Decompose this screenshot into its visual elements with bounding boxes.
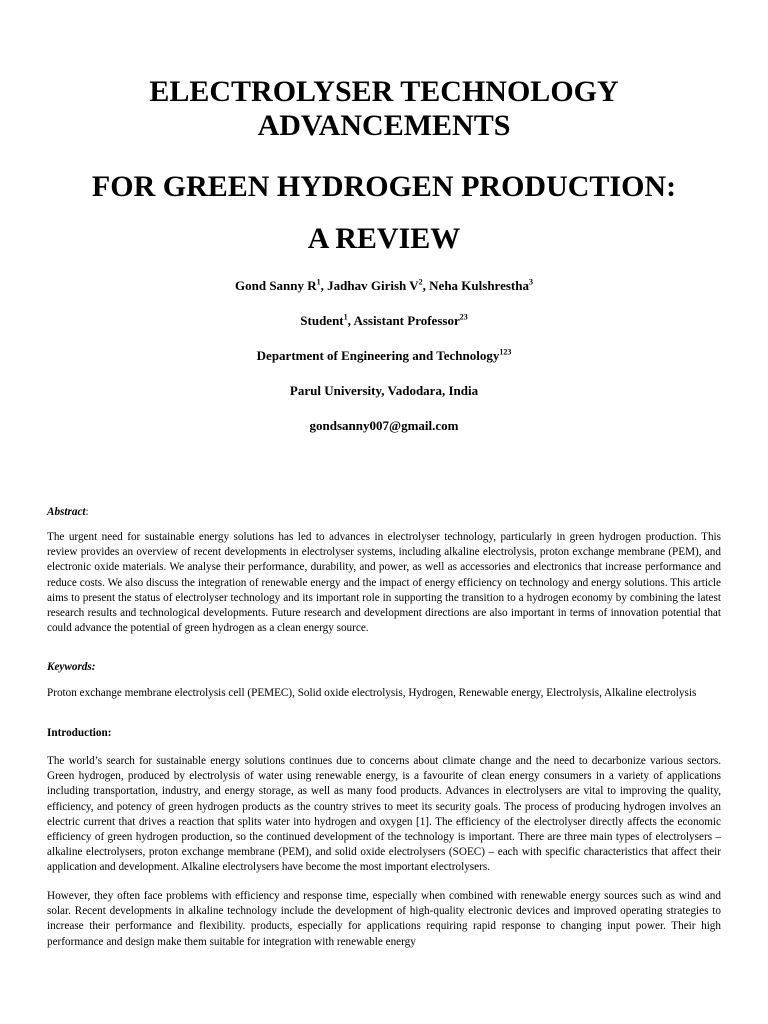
department-mark: 123: [499, 347, 512, 357]
keywords-section: [47, 686, 721, 701]
abstract-label: Abstract: [47, 506, 86, 518]
author-separator: ,: [422, 278, 430, 293]
department-name: Department of Engineering and Technology: [256, 348, 500, 363]
author-3-affiliation-mark: 3: [528, 277, 533, 287]
introduction-paragraph-1: The world’s search for sustainable energy solutions continues due to concerns about climate change and the need to decarbonize various sectors. Green hydrogen, produced by electrolysis of water using renewable energy, is a favourite of clean energy consumers in a variety of applications including transportation, industry, and energy storage, as well as many food products. Advances in electrolysers are vital to improving the quality, efficiency, and potency of green hydrogen products as the country strives to meet its security goals. The process of producing hydrogen involves an electric current that drives a reaction that splits water into hydrogen and oxygen [1]. The efficiency of the electrolyser directly affects the economic efficiency of green hydrogen production, so the continued development of the technology is important. There are three main types of electrolysers – alkaline electrolysers, proton exchange membrane (PEM), and solid oxide electrolysers (SOEC) – each with specific characteristics that affect their application and development. Alkaline electrolysers have become the most important electrolysers.: [47, 755, 721, 874]
paper-title: [0, 75, 768, 143]
role-2: Assistant Professor: [353, 313, 460, 328]
role-2-mark: 23: [459, 312, 468, 322]
author-list: [0, 278, 768, 294]
introduction-section: [47, 754, 721, 876]
keywords-label: Keywords:: [47, 661, 96, 673]
keywords-heading: [47, 660, 721, 675]
introduction-section-continued: [47, 889, 721, 950]
introduction-label: Introduction:: [47, 727, 112, 739]
department: [0, 348, 768, 364]
abstract-colon: :: [85, 506, 89, 518]
author-separator: ,: [320, 278, 328, 293]
introduction-paragraph-2: However, they often face problems with efficiency and response time, especially when combined with renewable energy sources such as wind and solar. Recent developments in alkaline technology include the development of high-quality electronic devices and improved operating strategies to increase their performance and flexibility. products, especially for applications requiring rapid response to changing input power. Their high performance and design make them suitable for integration with renewable energy: [47, 890, 721, 948]
abstract-text: The urgent need for sustainable energy solutions has led to advances in electrolyser technology, particularly in green hydrogen production. This review provides an overview of recent developments in electrolyser systems, including alkaline electrolysis, proton exchange membrane (PEM), and electronic oxide materials. We analyse their performance, durability, and power, as well as accessories and electronics that increase performance and reduce costs. We also discuss the integration of renewable energy and the impact of energy efficiency on technology and energy solutions. This article aims to present the status of electrolyser technology and its important role in supporting the transition to a hydrogen economy by combining the latest research results and technological developments. Future research and development directions are also important in terms of innovation potential that could advance the potential of green hydrogen as a clean energy source.: [47, 531, 721, 635]
author-1-name: Gond Sanny R: [235, 278, 317, 293]
role-separator: ,: [347, 313, 354, 328]
author-email: gondsanny007@gmail.com: [309, 418, 459, 433]
abstract-heading: [47, 505, 721, 520]
author-2-name: Jadhav Girish V: [327, 278, 419, 293]
university: Parul University, Vadodara, India: [289, 383, 479, 398]
keywords-text: Proton exchange membrane electrolysis cell (PEMEC), Solid oxide electrolysis, Hydrogen, Renewable energy, Electrolysis, Alkaline electrolysis: [47, 687, 697, 699]
role-1: Student: [300, 313, 344, 328]
author-roles: [0, 313, 768, 329]
role-1-mark: 1: [343, 312, 348, 322]
author-3-name: Neha Kulshrestha: [429, 278, 529, 293]
title-line-2: ADVANCEMENTS: [257, 109, 511, 142]
author-2-affiliation-mark: 2: [418, 277, 423, 287]
author-1-affiliation-mark: 1: [316, 277, 321, 287]
abstract-section: [47, 530, 721, 636]
title-line-4: A REVIEW: [307, 222, 461, 255]
introduction-heading: [47, 726, 721, 741]
title-line-3: FOR GREEN HYDROGEN PRODUCTION:: [91, 170, 677, 203]
title-line-1: ELECTROLYSER TECHNOLOGY: [149, 75, 619, 108]
